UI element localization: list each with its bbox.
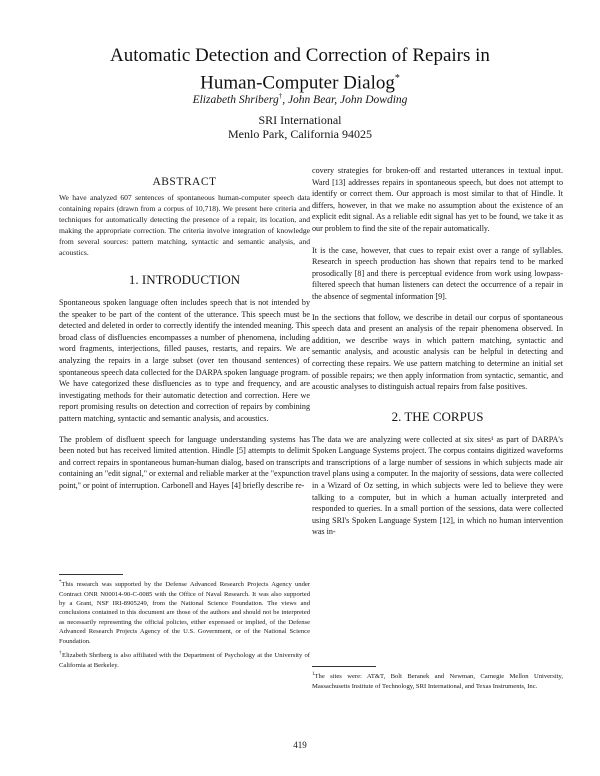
affiliation-line-1: SRI International bbox=[258, 113, 342, 127]
title-footnote-mark: * bbox=[394, 73, 400, 84]
footnote-dagger bbox=[59, 649, 310, 670]
abstract-text: We have analyzed 607 sentences of spontaneous human-computer speech data containing repairs (drawn from a corpus of 10,718). We present here criteria and techniques for automatically detecting the presence of a repair, its location, and making the appropriate correction. The criteria involve integration of knowledge from several sources: pattern matching, syntactic and semantic analysis, and acoustics. bbox=[59, 193, 310, 257]
title-line-1: Automatic Detection and Correction of Repairs in bbox=[110, 45, 490, 66]
intro-paragraph-4: It is the case, however, that cues to repair exist over a range of syllables. Research in speech production has shown that repairs tend to be marked prosodically [8] and there is perceptual evidence from work using lowpass-filtered speech that human listeners can detect the occurrence of a repair in the absence of segmental information [9]. bbox=[312, 245, 563, 301]
intro-paragraph-2: The problem of disfluent speech for language understanding systems has been noted but has received limited attention. Hindle [5] attempts to delimit and correct repairs in spontaneous human-human dialog, based on transcripts containing an "edit signal," or external and reliable marker at the "expunction point," or point of interruption. Carbonell and Hayes [4] briefly describe re- bbox=[59, 434, 310, 490]
footnote-1 bbox=[312, 670, 563, 691]
footnotes-right bbox=[312, 670, 563, 694]
author-list bbox=[60, 92, 540, 106]
intro-paragraph-5: In the sections that follow, we describe in detail our corpus of spontaneous speech data and present an analysis of the repair phenomena observed. In addition, we describe ways in which pattern matching, syntactic and semantic analysis, and acoustic analysis can be helpful in detecting and correcting these repairs. We use pattern matching to determine an initial set of possible repairs; we then apply information from syntactic, semantic, and acoustic analyses to distinguish actual repairs from false positives. bbox=[312, 312, 563, 392]
left-column bbox=[59, 168, 310, 501]
page-number: 419 bbox=[293, 740, 307, 750]
abstract-heading: ABSTRACT bbox=[152, 176, 217, 188]
footnotes-left bbox=[59, 578, 310, 673]
footnote-star-text: This research was supported by the Defense Advanced Research Projects Agency under Contract ONR N00014-90-C-0085 with the Office of Naval Research. It was also supported by a Grant, NSF IRI-8905249, from the National Science Foundation. The views and conclusions contained in this document are those of the authors and should not be interpreted as necessarily representing the official policies, either expressed or implied, of the Defense Advanced Research Projects Agency of the U.S. Government, or of the National Science Foundation. bbox=[59, 581, 310, 645]
footnote-dagger-mark: † bbox=[59, 651, 63, 657]
section-2-heading: 2. THE CORPUS bbox=[391, 408, 484, 424]
paper-title bbox=[60, 44, 540, 94]
corpus-paragraph-1: The data we are analyzing were collected at six sites¹ as part of DARPA's Spoken Language Systems project. The corpus contains digitized waveforms and transcriptions of a large number of sessions in which subjects made air travel plans using a computer. In the majority of sessions, data were collected in a Wizard of Oz setting, in which subjects were led to believe they were talking to a computer, but in which a human actually interpreted and responded to queries. In a small portion of the sessions, data were collected using SRI's Spoken Language System [12], in which no human intervention was in- bbox=[312, 434, 563, 537]
footnote-1-mark: 1 bbox=[312, 672, 315, 677]
footnote-star-mark: * bbox=[59, 580, 62, 585]
footnote-rule-right bbox=[312, 666, 376, 667]
footnote-1-text: The sites were: AT&T, Bolt Beranek and Newman, Carnegie Mellon University, Massachusetts Institute of Technology, SRI International, and Texas Instruments, Inc. bbox=[312, 673, 563, 690]
author-1: Elizabeth Shriberg bbox=[192, 93, 279, 106]
section-1-heading: 1. INTRODUCTION bbox=[128, 272, 241, 287]
intro-paragraph-3: covery strategies for broken-off and restarted utterances in textual input. Ward [13] addresses repairs in spontaneous speech, but does not attempt to identify or correct them. Our approach is most similar to that of Hindle. It differs, however, in that we make no assumption about the existence of an explicit edit signal. As a reliable edit signal has yet to be found, we take it as our problem to find the site of the repair automatically. bbox=[312, 166, 563, 233]
intro-paragraph-1: Spontaneous spoken language often includes speech that is not intended by the speaker to be part of the content of the utterance. This speech must be detected and deleted in order to correctly identify the intended meaning. This broad class of disfluencies encompasses a number of phenomena, including word fragments, interjections, filled pauses, restarts, and repairs. We are analyzing the repairs in a large subset (over ten thousand sentences) of spontaneous speech data collected for the DARPA spoken language program. We have categorized these disfluencies as to type and frequency, and are investigating methods for their automatic detection and correction. Here we report promising results on detection and correction of repairs by combining pattern matching, syntactic and semantic analysis, and acoustics. bbox=[59, 298, 310, 423]
footnote-dagger-text: Elizabeth Shriberg is also affiliated with the Department of Psychology at the University of California at Berkeley. bbox=[59, 652, 310, 669]
author-1-footnote-mark: † bbox=[278, 92, 283, 100]
affiliation bbox=[60, 113, 540, 141]
footnote-star bbox=[59, 578, 310, 646]
footnote-rule-left bbox=[59, 574, 123, 575]
right-column bbox=[312, 165, 563, 547]
other-authors: , John Bear, John Dowding bbox=[282, 93, 408, 106]
affiliation-line-2: Menlo Park, California 94025 bbox=[228, 127, 372, 141]
title-line-2: Human-Computer Dialog bbox=[200, 72, 395, 94]
